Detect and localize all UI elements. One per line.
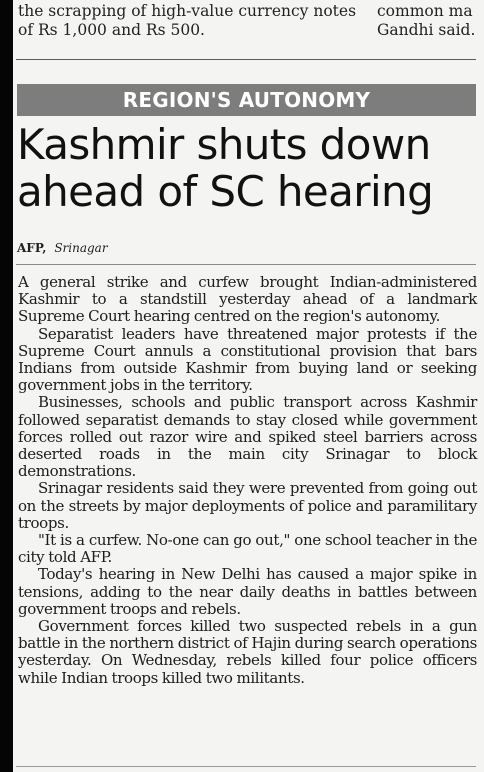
previous-article-line: of Rs 1,000 and Rs 500. — [18, 21, 205, 39]
previous-article-line: the scrapping of high-value currency notes — [18, 2, 357, 20]
previous-article-right-column — [377, 2, 484, 40]
article-paragraph: Today's hearing in New Delhi has caused a major spike in tensions, adding to the near daily deaths in battles between government troops and rebels. — [18, 565, 477, 618]
article-paragraph: Separatist leaders have threatened major protests if the Supreme Court annuls a constitutional provision that bars Indians from outside Kashmir from buying land or seeking government jobs in the territory. — [18, 324, 477, 395]
byline-divider — [16, 264, 476, 265]
byline-agency: AFP, — [17, 241, 47, 255]
article-headline — [17, 121, 483, 215]
article-paragraph: "It is a curfew. No-one can go out," one school teacher in the city told AFP. — [18, 531, 477, 567]
previous-article-line: common ma — [377, 2, 473, 20]
article-paragraph: A general strike and curfew brought Indian-administered Kashmir to a standstill yesterday ahead of a landmark Supreme Court hearing centred on the region's autonomy. — [18, 273, 477, 326]
previous-article-line: Gandhi said. — [377, 21, 476, 39]
previous-article-left-column — [18, 2, 363, 40]
article-paragraph: Government forces killed two suspected rebels in a gun battle in the northern district of Hajin during search operations yesterday. On Wednesday, rebels killed four police officers while Indian troops killed two militants. — [18, 617, 477, 687]
section-divider — [16, 59, 476, 60]
article-paragraph: Srinagar residents said they were prevented from going out on the streets by major deployments of police and paramilitary troops. — [18, 479, 477, 532]
article-bottom-rule — [16, 766, 476, 767]
section-kicker: REGION'S AUTONOMY — [17, 84, 476, 116]
byline — [17, 241, 108, 256]
page-edge-bar — [0, 0, 13, 772]
headline-line: Kashmir shuts down — [17, 120, 431, 169]
headline-line: ahead of SC hearing — [17, 167, 434, 216]
article-paragraph: Businesses, schools and public transport across Kashmir followed separatist demands to stay closed while government forces rolled out razor wire and spiked steel barriers across deserted roads in the main city Srinagar to block demonstrations. — [18, 393, 477, 481]
byline-place: Srinagar — [54, 241, 108, 255]
article-body — [18, 274, 477, 687]
